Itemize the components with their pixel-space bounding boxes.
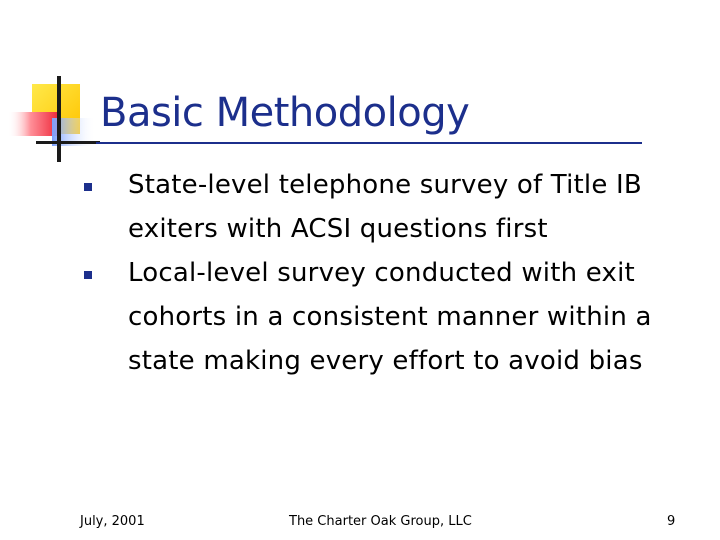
- bullet-text: Local-level survey conducted with exit cohorts in a consistent manner within a state making every effort to avoid bias: [128, 258, 652, 376]
- bullet-item: [80, 251, 700, 383]
- title-underline: [96, 142, 642, 144]
- bullet-list: [80, 163, 700, 383]
- decorative-logo-graphic: [0, 0, 110, 170]
- bullet-item: [80, 163, 700, 251]
- footer-page-number: 9: [667, 514, 676, 529]
- footer-date: July, 2001: [80, 514, 145, 529]
- logo-horizontal-line: [36, 141, 100, 144]
- footer-organization: The Charter Oak Group, LLC: [289, 514, 472, 529]
- slide-title: Basic Methodology: [100, 90, 470, 136]
- logo-red-bar: [8, 112, 58, 136]
- bullet-text: State-level telephone survey of Title IB exiters with ACSI questions first: [128, 170, 642, 244]
- square-bullet-icon: [84, 271, 92, 279]
- logo-vertical-line: [57, 76, 61, 162]
- square-bullet-icon: [84, 183, 92, 191]
